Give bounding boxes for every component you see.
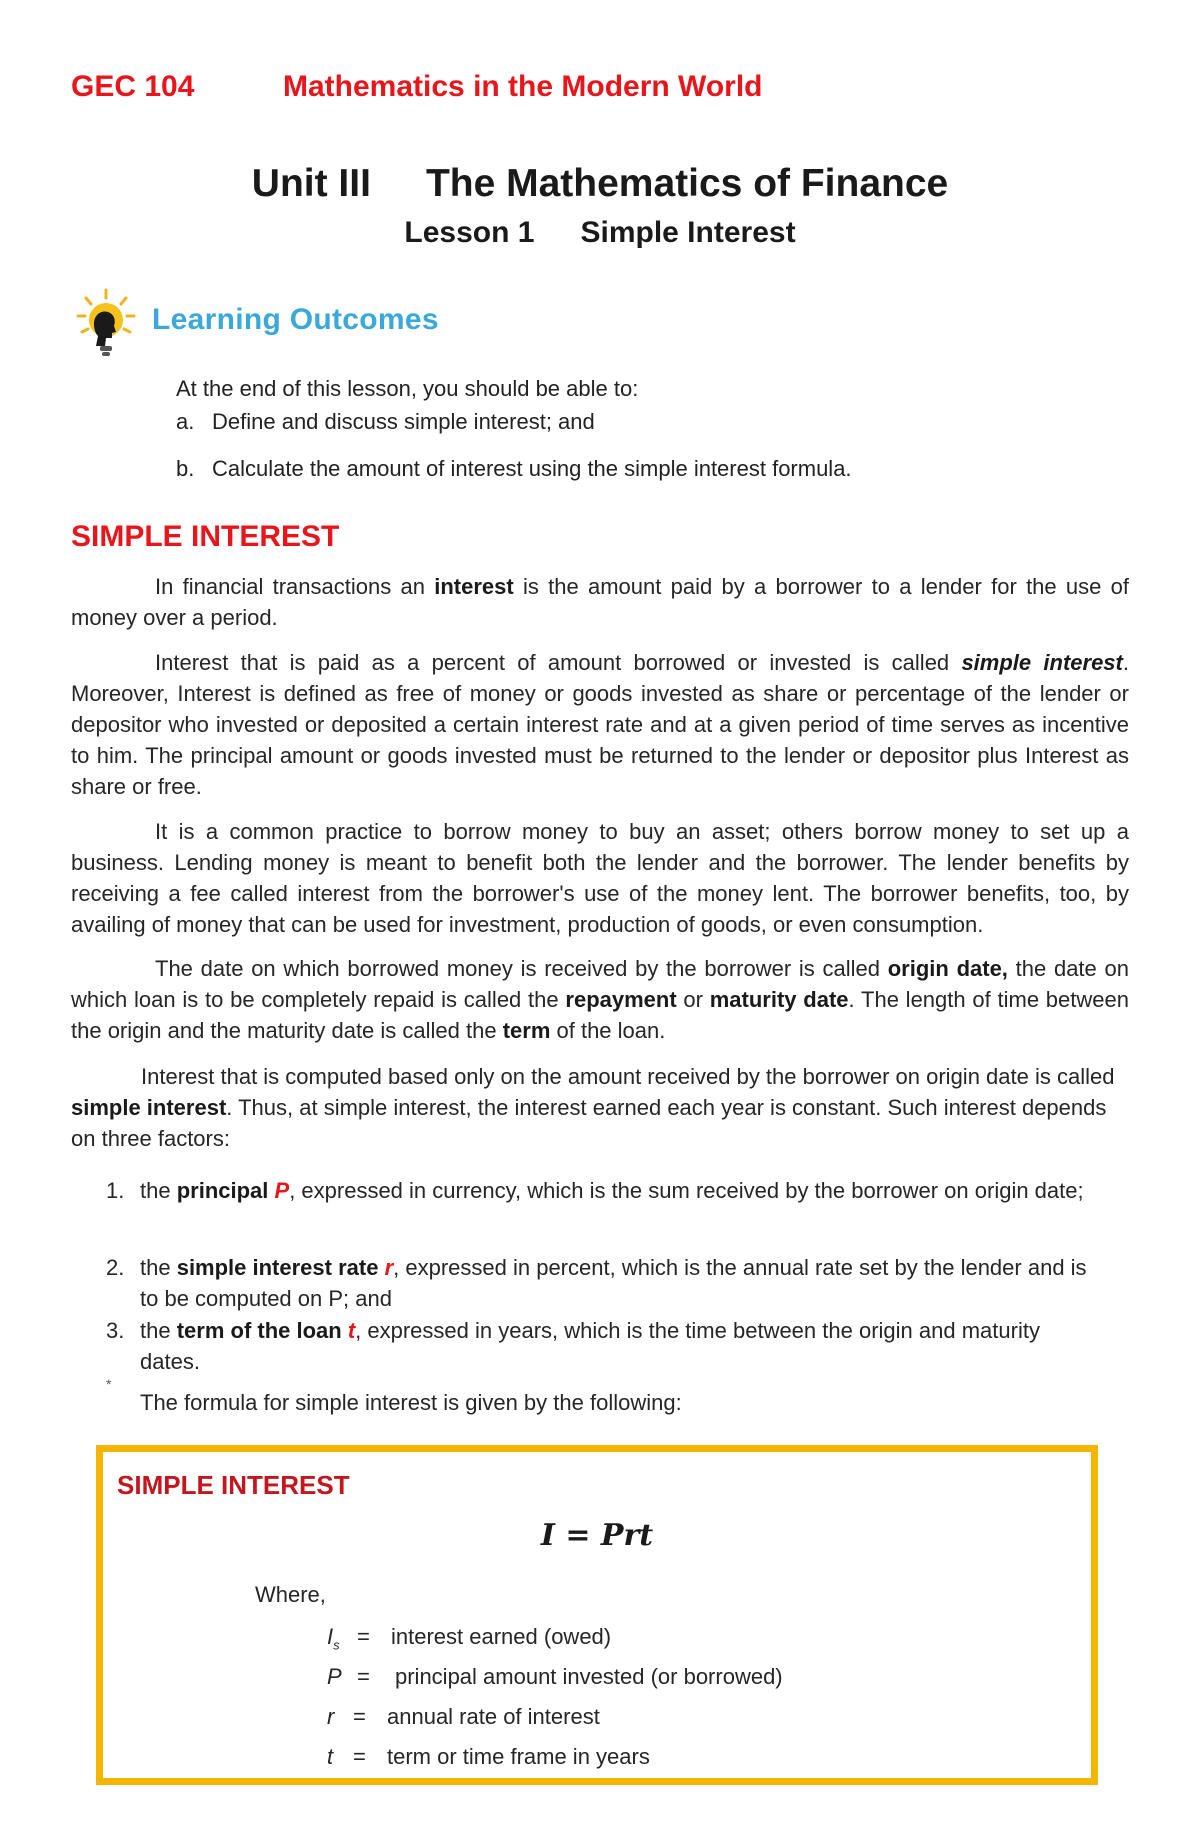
learning-outcomes-title: Learning Outcomes (152, 303, 439, 336)
formula-intro: The formula for simple interest is given by the following: (140, 1390, 682, 1415)
lightbulb-head-icon (76, 288, 136, 360)
formula-box (96, 1445, 1098, 1785)
simple-interest-formula: I = Prt (540, 1518, 654, 1553)
paragraph-simple-interest: Interest that is paid as a percent of amount borrowed or invested is called simple interest. Moreover, Interest is defined as free of money or goods invested as share or percentage of the lender or depositor who invested or deposited a certain interest rate and at a given period of time serves as incentive to him. The principal amount or goods invested must be returned to the lender or depositor plus Interest as share or free. (71, 650, 1129, 799)
definition-rate: r = annual rate of interest (327, 1704, 600, 1729)
paragraph-borrowing: It is a common practice to borrow money to buy an asset; others borrow money to set up a business. Lending money is meant to benefit both the lender and the borrower. The lender benefits by receiving a fee called interest from the borrower's use of the money lent. The borrower benefits, too, by availing of money that can be used for investment, production of goods, or even consumption. (71, 819, 1129, 937)
paragraph-interest-definition: In financial transactions an interest is the amount paid by a borrower to a lender for the use of money over a period. (71, 574, 1130, 630)
unit-name: The Mathematics of Finance (425, 162, 949, 205)
formula-box-title: SIMPLE INTEREST (117, 1470, 350, 1500)
course-code: GEC 104 (71, 70, 195, 103)
definition-interest: $I_s$ = interest earned (owed) (327, 1624, 612, 1653)
unit-title (0, 162, 1200, 206)
definition-principal: P = principal amount invested (or borrowed) (327, 1664, 783, 1689)
lesson-label: Lesson 1 (404, 216, 535, 249)
paragraph-dates: The date on which borrowed money is received by the borrower is called origin date, the date on which loan is to be completely repaid is called the repayment or maturity date. The length of time between the origin and the maturity date is called the term of the loan. (71, 956, 1129, 1043)
lesson-name: Simple Interest (580, 216, 796, 249)
section-heading: SIMPLE INTEREST (71, 520, 340, 553)
formula-where: Where, (255, 1582, 326, 1607)
course-header (71, 70, 763, 104)
stray-mark: * (106, 1376, 112, 1392)
lesson-title (0, 216, 1200, 250)
learning-outcome-item: a. Define and discuss simple interest; and (176, 409, 595, 434)
paragraph-three-factors: Interest that is computed based only on the amount received by the borrower on origin date is called simple interest. Thus, at simple interest, the interest earned each year is constant. Such interest depends on three factors: (71, 1064, 1115, 1151)
course-title: Mathematics in the Modern World (283, 70, 763, 103)
definition-term: t = term or time frame in years (327, 1744, 650, 1769)
learning-outcomes-intro: At the end of this lesson, you should be able to: (176, 376, 639, 401)
learning-outcome-item: b. Calculate the amount of interest using the simple interest formula. (176, 456, 852, 481)
unit-label: Unit III (251, 162, 371, 205)
document-page: GEC 104 Mathematics in the Modern World Unit III The Mathematics of Finance Lesson 1 Simple Interest Learning Outcomes At the end of this lesson, you should be able to: a. Define and discuss simple interest; and b. Calculate the amount of interest using the simple interest formula. SIMPLE INTEREST In financial transactions an interest is the amount paid by a borrower to a lender for the use of money over a period. Interest that is paid as a percent of amount borrowed or invested is called simple interest. Moreover, Interest is defined as free of money or goods invested as share or percentage of the lender or depositor who invested or deposited a certain interest rate and at a given period of time serves as incentive to him. The principal amount or goods invested must be returned to the lender or depositor plus Interest as share or free. It is a common practice to borrow money to buy an asset; others borrow money to set up a business. Lending money is meant to benefit both the lender and the borrower. The lender benefits by receiving a fee called interest from the borrower's use of the money lent. The borrower benefits, too, by availing of money that can be used for investment, production of goods, or even consumption. The date on which borrowed money is received by the borrower is called origin date, the date on which loan is to be completely repaid is called the repayment or maturity date. The length of time between the origin and the maturity date is called the term of the loan. Interest that is computed based only on the amount received by the borrower on origin date is called simple interest. Thus, at simple interest, the interest earned each year is constant. Such interest depends on three factors: 1. the principal P, expressed in currency, which is the sum received by the borrower on origin date; 2. the simple interest rate r, expressed in percent, which is the annual rate set by the lender and is to be computed on P; and 3. the term of the loan t, expressed in years, which is the time between the origin and maturity dates. * The formula for simple interest is given by the following: SIMPLE INTEREST I = Prt Where, $I_s$ = interest earned (owed) P = principal amount invested (or borrowed) r = annual rate of interest t = term or time frame in years (0, 0, 1200, 1835)
